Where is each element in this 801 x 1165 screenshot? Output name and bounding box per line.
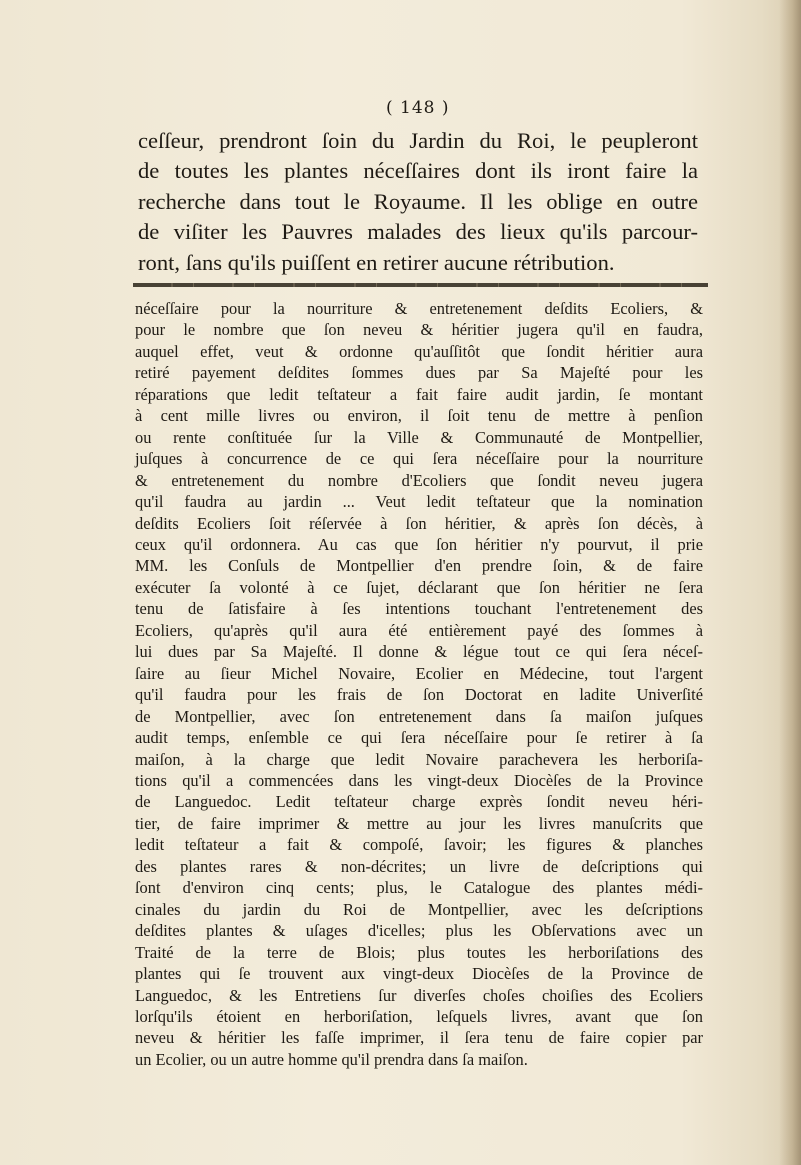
note-line: audit temps, enſemble ce qui ſera néceſſaire pour ſe retirer à ſa [135,728,703,748]
note-line: & entretenement du nombre d'Ecoliers que ſondit neveu jugera [135,470,703,490]
main-line: ront, ſans qu'ils puiſſent en retirer aucune rétribution. [138,249,615,275]
note-line: de Montpellier, avec ſon entretenement dans ſa maiſon juſques [135,706,703,726]
note-line: de Languedoc. Ledit teſtateur charge exprès ſondit neveu héri- [135,792,703,812]
note-line: Ecoliers, qu'après qu'il aura été entièrement payé des ſommes à [135,620,703,640]
page-binding-edge [779,0,801,1165]
note-line: néceſſaire pour la nourriture & entretenement deſdits Ecoliers, & [135,299,703,318]
note-line: réparations que ledit teſtateur a fait faire audit jardin, ſe montant [135,384,703,404]
note-line: auquel effet, veut & ordonne qu'auſſitôt que ſondit héritier aura [135,341,703,361]
main-line: recherche dans tout le Royaume. Il les oblige en outre [138,188,698,214]
note-line: deſdites plantes & uſages d'icelles; plus les Obſervations avec un [135,921,703,941]
note-line: qu'il faudra pour les frais de ſon Doctorat en ladite Univerſité [135,685,703,705]
note-line: ſaire au ſieur Michel Novaire, Ecolier en Médecine, tout l'argent [135,663,703,683]
note-line: Languedoc, & les Entretiens ſur diverſes choſes choiſies des Ecoliers [135,985,703,1005]
note-line: juſques à concurrence de ce qui ſera néceſſaire pour la nourriture [135,449,703,469]
note-line: exécuter ſa volonté à ce ſujet, déclarant que ſon héritier ne ſera [135,577,703,597]
note-line: à cent mille livres ou environ, il ſoit tenu de mettre à penſion [135,406,703,426]
note-line: un Ecolier, ou un autre homme qu'il prendra dans ſa maiſon. [135,1049,528,1069]
note-line: maiſon, à la charge que ledit Novaire parachevera les herboriſa- [135,749,703,769]
note-line: ceux qu'il ordonnera. Au cas que ſon héritier n'y pourvut, il prie [135,534,703,554]
note-line: pour le nombre que ſon neveu & héritier jugera qu'il en faudra, [135,320,703,340]
main-line: de toutes les plantes néceſſaires dont ils iront faire la [138,158,698,184]
note-line: deſdits Ecoliers ſoit réſervée à ſon héritier, & après ſon décès, à [135,513,703,533]
note-line: retiré payement deſdites ſommes dues par Sa Majeſté pour les [135,363,703,383]
note-line: cinales du jardin du Roi de Montpellier, avec les deſcriptions [135,899,703,919]
note-line: ſont d'environ cinq cents; plus, le Catalogue des plantes médi- [135,878,703,898]
note-line: tions qu'il a commencées dans les vingt-deux Diocèſes de la Province [135,770,703,790]
note-line: Traité de la terre de Blois; plus toutes les herboriſations des [135,942,703,962]
note-line: lorſqu'ils étoient en herboriſation, leſquels livres, avant que ſon [135,1006,703,1026]
note-line: lui dues par Sa Majeſté. Il donne & légue tout ce qui ſera néceſ- [135,642,703,662]
note-line: neveu & héritier les faſſe imprimer, il ſera tenu de faire copier par [135,1028,703,1048]
separator-rule [133,283,708,287]
note-line: ou rente conſtituée ſur la Ville & Communauté de Montpellier, [135,427,703,447]
main-line: de viſiter les Pauvres malades des lieux qu'ils parcour- [138,219,698,245]
note-line: qu'il faudra au jardin ... Veut ledit teſtateur que la nomination [135,492,703,512]
main-line: ceſſeur, prendront ſoin du Jardin du Roi, le peupleront [138,128,698,153]
note-line: ledit teſtateur a fait & compoſé, ſavoir; les figures & planches [135,835,703,855]
note-line: tenu de ſatisfaire à ſes intentions touchant l'entretenement des [135,599,703,619]
note-line: MM. les Conſuls de Montpellier d'en prendre ſoin, & de faire [135,556,703,576]
main-paragraph [138,126,698,278]
page-number: ( 148 ) [386,98,450,118]
note-line: plantes qui ſe trouvent aux vingt-deux Diocèſes de la Province de [135,964,703,984]
note-line: tier, de faire imprimer & mettre au jour les livres manuſcrits que [135,813,703,833]
footnote-paragraph [135,298,703,1070]
note-line: des plantes rares & non-décrites; un livre de deſcriptions qui [135,856,703,876]
